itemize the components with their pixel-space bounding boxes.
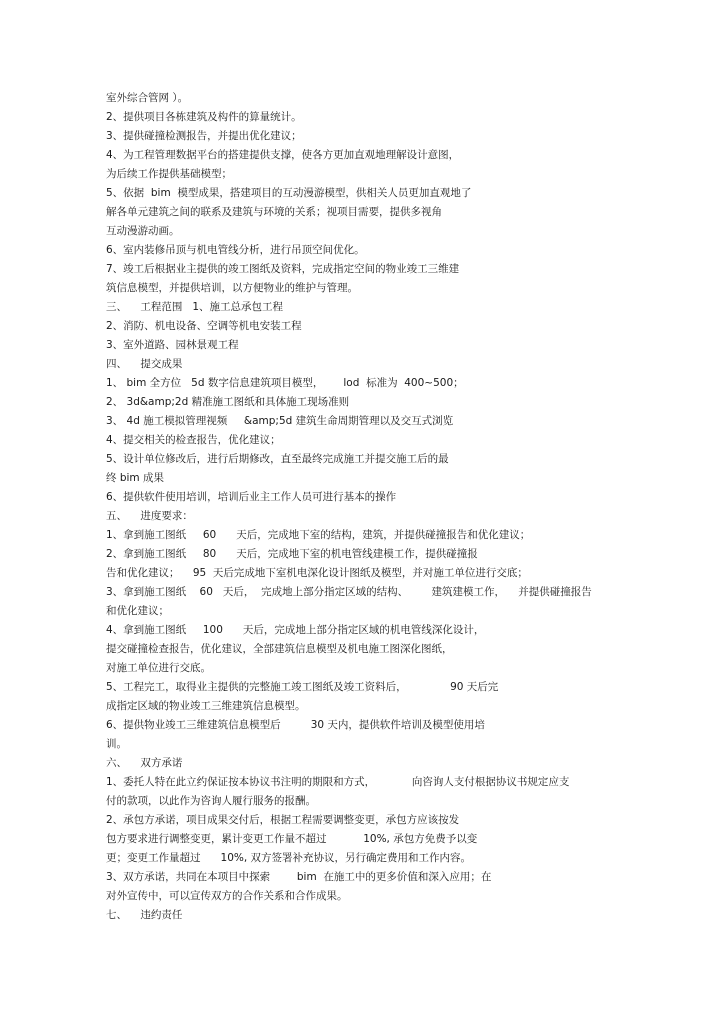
text-line: 2、承包方承诺，项目成果交付后，根据工程需要调整变更，承包方应该按发 <box>106 814 460 826</box>
text-line: 告和优化建议； 95 天后完成地下室机电深化设计图纸及模型，并对施工单位进行交底； <box>106 567 528 579</box>
text-line: 4、拿到施工图纸 100 天后，完成地上部分指定区域的机电管线深化设计， <box>106 624 485 636</box>
text-line: 室外综合管网 ）。 <box>106 92 189 104</box>
text-line: 五、 进度要求： <box>106 510 193 522</box>
text-line: 三、 工程范围 1、施工总承包工程 <box>106 301 284 313</box>
text-line: 7、竣工后根据业主提供的竣工图纸及资料，完成指定空间的物业竣工三维建 <box>106 263 460 275</box>
text-line: 5、依据 bim 模型成果，搭建项目的互动漫游模型，供相关人员更加直观地了 <box>106 187 472 199</box>
text-line: 六、 双方承诺 <box>106 757 183 769</box>
text-line: 包方要求进行调整变更，累计变更工作量不超过 10%, 承包方免费予以变 <box>106 833 478 845</box>
text-line: 2、拿到施工图纸 80 天后，完成地下室的机电管线建模工作，提供碰撞报 <box>106 548 478 560</box>
text-line: 2、消防、机电设备、空调等机电安装工程 <box>106 320 302 332</box>
text-line: 成指定区域的物业竣工三维建筑信息模型。 <box>106 700 306 712</box>
text-line: 3、双方承诺，共同在本项目中探索 bim 在施工中的更多价值和深入应用；在 <box>106 871 492 883</box>
text-line: 更；变更工作量超过 10%, 双方签署补充协议，另行确定费用和工作内容。 <box>106 852 472 864</box>
text-line: 付的款项，以此作为咨询人履行服务的报酬。 <box>106 795 316 807</box>
text-line: 解各单元建筑之间的联系及建筑与环境的关系；视项目需要，提供多视角 <box>106 206 442 218</box>
text-line: 6、室内装修吊顶与机电管线分析，进行吊顶空间优化。 <box>106 244 365 256</box>
text-line: 3、提供碰撞检测报告，并提出优化建议； <box>106 130 302 142</box>
text-line: 1、委托人特在此立约保证按本协议书注明的期限和方式， 向咨询人支付根据协议书规定应支 <box>106 776 570 788</box>
text-line: 6、提供物业竣工三维建筑信息模型后 30 天内，提供软件培训及模型使用培 <box>106 719 485 731</box>
text-line: 1、 bim 全方位 5d 数字信息建筑项目模型， lod 标准为 400~500； <box>106 377 464 389</box>
text-line: 3、 4d 施工模拟管理视频 &amp;5d 建筑生命周期管理以及交互式浏览 <box>106 415 454 427</box>
text-line: 6、提供软件使用培训，培训后业主工作人员可进行基本的操作 <box>106 491 397 503</box>
text-line: 5、设计单位修改后，进行后期修改，直至最终完成施工并提交施工后的最 <box>106 453 449 465</box>
text-line: 筑信息模型，并提供培训，以方便物业的维护与管理。 <box>106 282 358 294</box>
text-line: 互动漫游动画。 <box>106 225 180 237</box>
text-line: 2、提供项目各栋建筑及构件的算量统计。 <box>106 111 302 123</box>
text-line: 七、 违约责任 <box>106 909 183 921</box>
text-line: 2、 3d&amp;2d 精准施工图纸和具体施工现场准则 <box>106 396 350 408</box>
text-line: 终 bim 成果 <box>106 472 164 484</box>
text-line: 4、为工程管理数据平台的搭建提供支撑，使各方更加直观地理解设计意图， <box>106 149 460 161</box>
document-body <box>106 89 626 925</box>
text-line: 4、提交相关的检查报告，优化建议； <box>106 434 281 446</box>
text-line: 提交碰撞检查报告，优化建议，全部建筑信息模型及机电施工图深化图纸， <box>106 643 453 655</box>
text-line: 为后续工作提供基础模型； <box>106 168 232 180</box>
text-line: 对外宣传中，可以宣传双方的合作关系和合作成果。 <box>106 890 348 902</box>
text-line: 3、拿到施工图纸 60 天后， 完成地上部分指定区域的结构、 建筑建模工作， 并提供碰撞报告 <box>106 586 592 598</box>
text-line: 训。 <box>106 738 127 750</box>
text-line: 对施工单位进行交底。 <box>106 662 211 674</box>
text-line: 四、 提交成果 <box>106 358 183 370</box>
text-line: 1、拿到施工图纸 60 天后，完成地下室的结构，建筑，并提供碰撞报告和优化建议； <box>106 529 531 541</box>
text-line: 3、室外道路、园林景观工程 <box>106 339 239 351</box>
text-line: 5、工程完工，取得业主提供的完整施工竣工图纸及竣工资料后， 90 天后完 <box>106 681 499 693</box>
text-line: 和优化建议； <box>106 605 169 617</box>
